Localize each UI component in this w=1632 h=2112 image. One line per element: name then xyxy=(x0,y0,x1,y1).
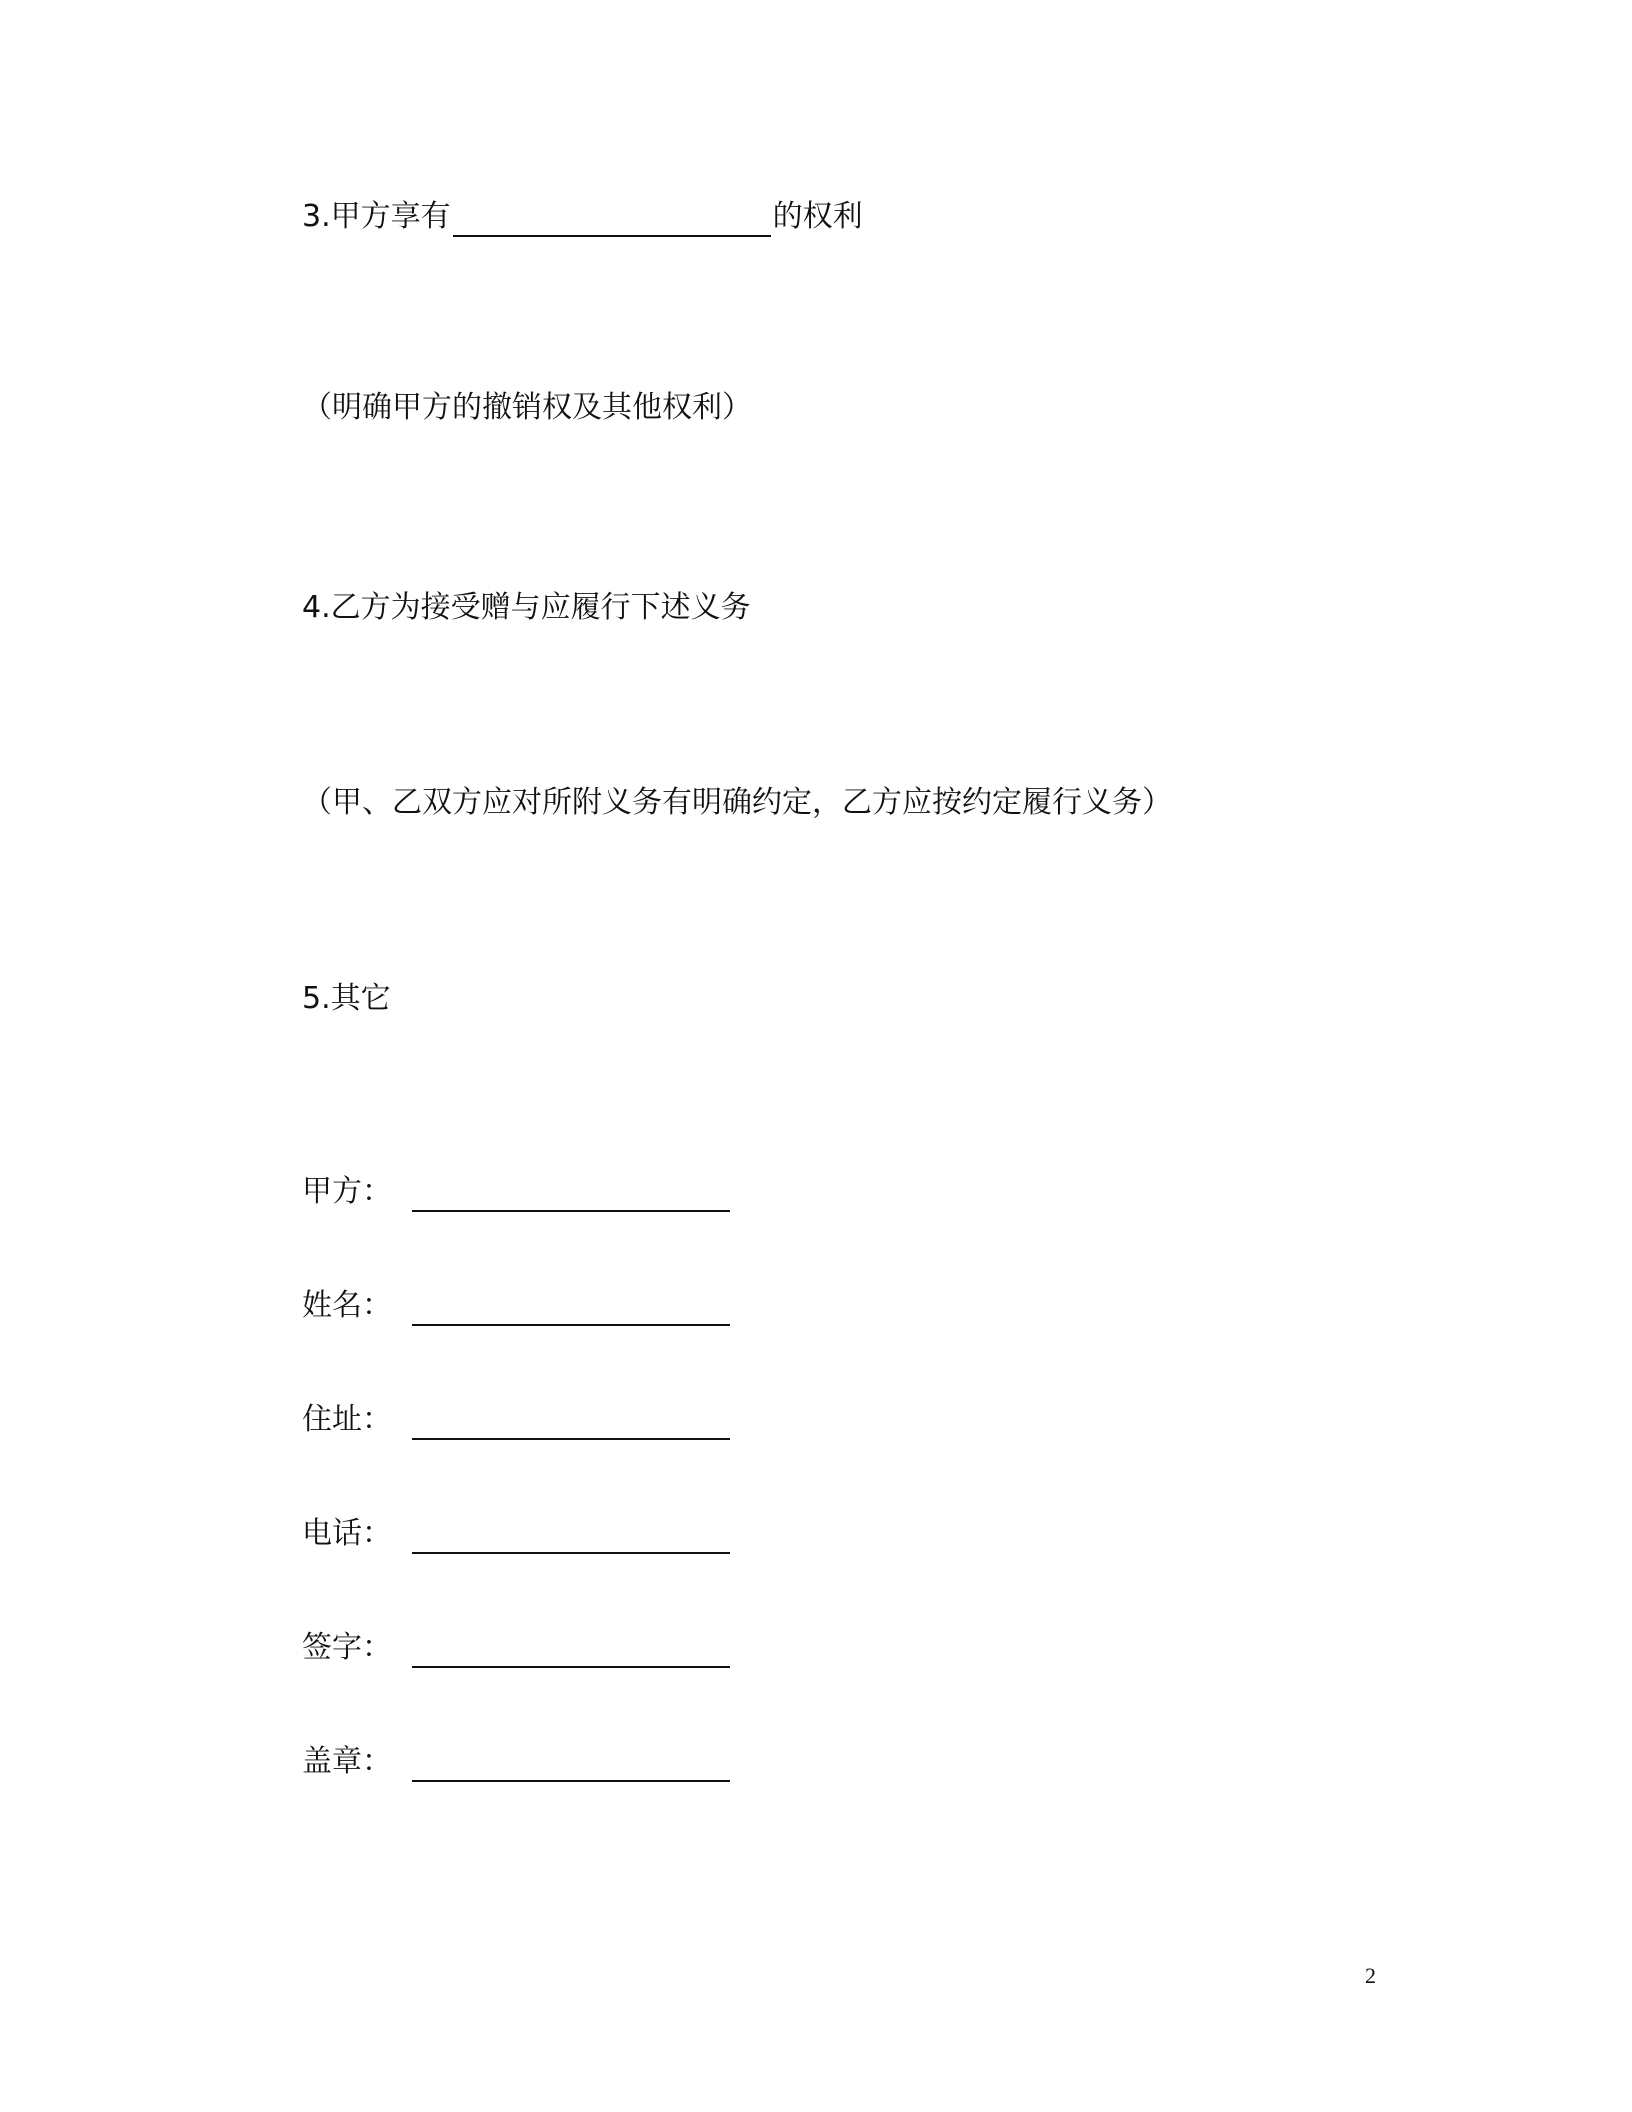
page-number: 2 xyxy=(1365,1963,1376,1988)
signature-blank-address xyxy=(412,1402,730,1440)
clause-4-note-text: （甲、乙双方应对所附义务有明确约定，乙方应按约定履行义务） xyxy=(302,785,1172,820)
clause-3-prefix: 3.甲方享有 xyxy=(302,199,451,234)
signature-row-party-a xyxy=(302,1172,732,1212)
signature-label-address: 住址： xyxy=(302,1402,392,1437)
signature-blank-name xyxy=(412,1288,730,1326)
signature-row-name xyxy=(302,1286,732,1326)
signature-row-sign xyxy=(302,1628,732,1668)
clause-4-line xyxy=(302,588,751,628)
clause-3-suffix: 的权利 xyxy=(772,199,863,234)
signature-label-party-a: 甲方： xyxy=(302,1174,392,1209)
clause-5-text: 5.其它 xyxy=(302,981,391,1016)
clause-3-note-text: （明确甲方的撤销权及其他权利） xyxy=(302,390,752,425)
signature-label-sign: 签字： xyxy=(302,1630,392,1665)
signature-blank-seal xyxy=(412,1744,730,1782)
signature-blank-phone xyxy=(412,1516,730,1554)
signature-blank-sign xyxy=(412,1630,730,1668)
clause-3-line xyxy=(302,197,863,237)
signature-row-phone xyxy=(302,1514,732,1554)
signature-label-seal: 盖章： xyxy=(302,1744,392,1779)
clause-3-note xyxy=(302,388,752,428)
signature-label-phone: 电话： xyxy=(302,1516,392,1551)
signature-row-seal xyxy=(302,1742,732,1782)
signature-label-name: 姓名： xyxy=(302,1288,392,1323)
clause-4-note xyxy=(302,783,1172,823)
clause-3-blank xyxy=(453,199,771,237)
signature-blank-party-a xyxy=(412,1174,730,1212)
signature-row-address xyxy=(302,1400,732,1440)
clause-4-text: 4.乙方为接受赠与应履行下述义务 xyxy=(302,590,751,625)
clause-5-line xyxy=(302,979,391,1019)
